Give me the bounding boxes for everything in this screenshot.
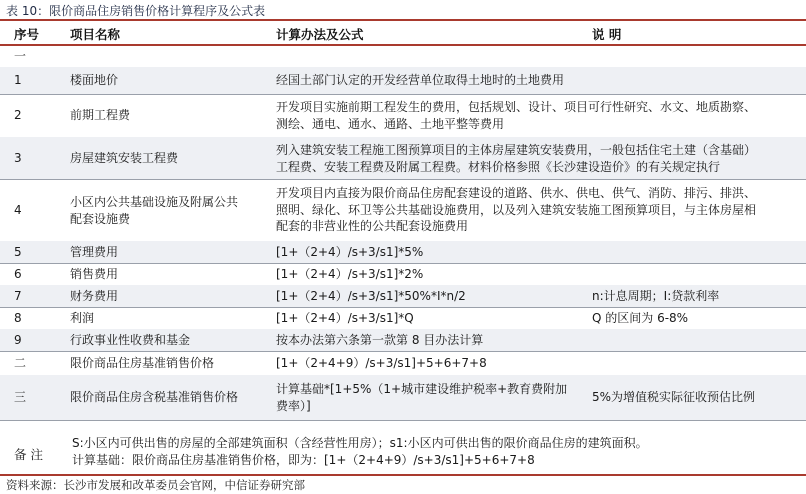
row-number [14,310,22,327]
row-name-line: 行政事业性收费和基金 [70,333,191,347]
row-number-line: 7 [14,289,22,303]
header-name: 项目名称 [70,27,121,42]
row-name [70,194,260,227]
row-formula-line: [1+（2+4）/s+3/s1]*Q [276,311,414,325]
row-formula-line: 列入建筑安装工程施工图预算项目的主体房屋建筑安装费用，一般包括住宅土建（含基础） [276,143,757,157]
row-number-line: 1 [14,73,22,87]
row-formula-line: 计算基础*[1+5%（1+城市建设维护税率+教育费附加 [276,382,568,396]
table-row [0,241,806,263]
row-formula-line: 测绘、通电、通水、通路、土地平整等费用 [276,116,505,131]
row-name-line: 房屋建筑安装工程费 [70,151,179,165]
row-number [14,202,22,219]
row-number [14,266,22,283]
header-formula: 计算办法及公式 [276,27,364,42]
row-formula [276,244,796,261]
row-name [70,355,260,372]
row-number-line: 9 [14,333,22,347]
table-row [0,263,806,285]
row-note-line: Q 的区间为 6-8% [592,311,689,325]
row-number-line: 三 [14,390,27,404]
row-number-line: 2 [14,108,22,122]
row-name [70,150,260,167]
table-row [0,67,806,94]
table-row [0,179,806,241]
row-formula-line: 工程费、安装工程费及附属工程费。材料价格参照《长沙建设造价》的有关规定执行 [276,159,721,174]
row-number-line: 4 [14,203,22,217]
row-formula [276,266,796,283]
row-name [70,107,260,124]
row-formula [276,142,796,175]
row-formula [276,99,796,132]
row-number [14,107,22,124]
row-divider [0,420,806,421]
row-formula-line: 经国土部门认定的开发经营单位取得土地时的土地费用 [276,73,565,87]
table-row [0,375,806,420]
row-formula-line: 费率）] [276,398,311,413]
row-name-line: 配套设施费 [70,211,131,226]
bottom-rule [0,474,806,476]
row-formula [276,185,796,235]
table-title: 表 10：限价商品住房销售价格计算程序及公式表 [6,4,266,18]
source-note: 资料来源：长沙市发展和改革委员会官网，中信证券研究部 [6,478,305,492]
row-formula-line: 开发项目内直接为限价商品住房配套建设的道路、供水、供电、供气、消防、排污、排洪、 [276,186,757,200]
row-formula-line: [1+（2+4）/s+3/s1]*2% [276,267,424,281]
header-note: 说 明 [592,27,622,42]
row-formula-line: 按本办法第六条第一款第 8 目办法计算 [276,333,484,347]
row-number [14,150,22,167]
row-number-line: 3 [14,151,22,165]
top-rule [0,19,806,21]
row-number-line: 5 [14,245,22,259]
table-row [0,285,806,307]
row-number-line: 8 [14,311,22,325]
row-note [592,389,802,406]
row-number [14,244,22,261]
row-formula-line: 开发项目实施前期工程发生的费用，包括规划、设计、项目可行性研究、水文、地质勘察、 [276,100,757,114]
row-number [14,72,22,89]
row-name-line: 财务费用 [70,289,119,303]
row-name [70,389,260,406]
row-name [70,332,260,349]
header-no: 序号 [14,27,40,42]
row-name-line: 限价商品住房含税基准销售价格 [70,390,239,404]
table-row [0,45,806,67]
row-name [70,266,260,283]
row-name [70,72,260,89]
row-name-line: 限价商品住房基准销售价格 [70,356,215,370]
row-note-line: 5%为增值税实际征收预估比例 [592,390,756,404]
row-name [70,288,260,305]
table-row [0,94,806,137]
row-name-line: 小区内公共基础设施及附属公共 [70,195,239,209]
row-name-line: 前期工程费 [70,108,131,122]
row-number-line: 6 [14,267,22,281]
table-row [0,307,806,329]
row-number [14,389,26,406]
row-number-line: 一 [14,49,27,63]
row-formula [276,355,796,372]
row-formula-line: [1+（2+4）/s+3/s1]*50%*I*n/2 [276,289,466,303]
table-row [0,329,806,351]
row-number [14,332,22,349]
remark-label: 备 注 [14,447,43,462]
row-formula-line: 照明、绿化、环卫等公共基础设施费用，以及列入建筑安装施工图预算项目，与主体房屋相 [276,202,757,217]
row-number [14,288,22,305]
row-number [14,355,26,372]
remark-text [72,435,802,469]
remark-line: 计算基础：限价商品住房基准销售价格，即为：[1+（2+4+9）/s+3/s1]+5+6+7+8 [72,453,535,467]
row-formula [276,332,796,349]
row-name [70,310,260,327]
row-formula-line: [1+（2+4）/s+3/s1]*5% [276,245,424,259]
row-name-line: 管理费用 [70,245,119,259]
row-number-line: 二 [14,356,27,370]
row-name [70,244,260,261]
row-name-line: 销售费用 [70,267,119,281]
table-row [0,351,806,375]
remark-line: S:小区内可供出售的房屋的全部建筑面积（含经营性用房）；s1:小区内可供出售的限价商品住房的建筑面积。 [72,436,648,450]
table-row [0,137,806,179]
row-number [14,48,26,65]
row-name-line: 楼面地价 [70,73,119,87]
row-note [592,288,802,305]
row-note [592,310,802,327]
row-formula-line: [1+（2+4+9）/s+3/s1]+5+6+7+8 [276,356,487,370]
row-formula-line: 配套的非营业性的公共配套设施费用 [276,219,469,233]
row-name-line: 利润 [70,311,95,325]
row-note-line: n:计息周期；I:贷款利率 [592,289,720,303]
row-formula [276,72,796,89]
